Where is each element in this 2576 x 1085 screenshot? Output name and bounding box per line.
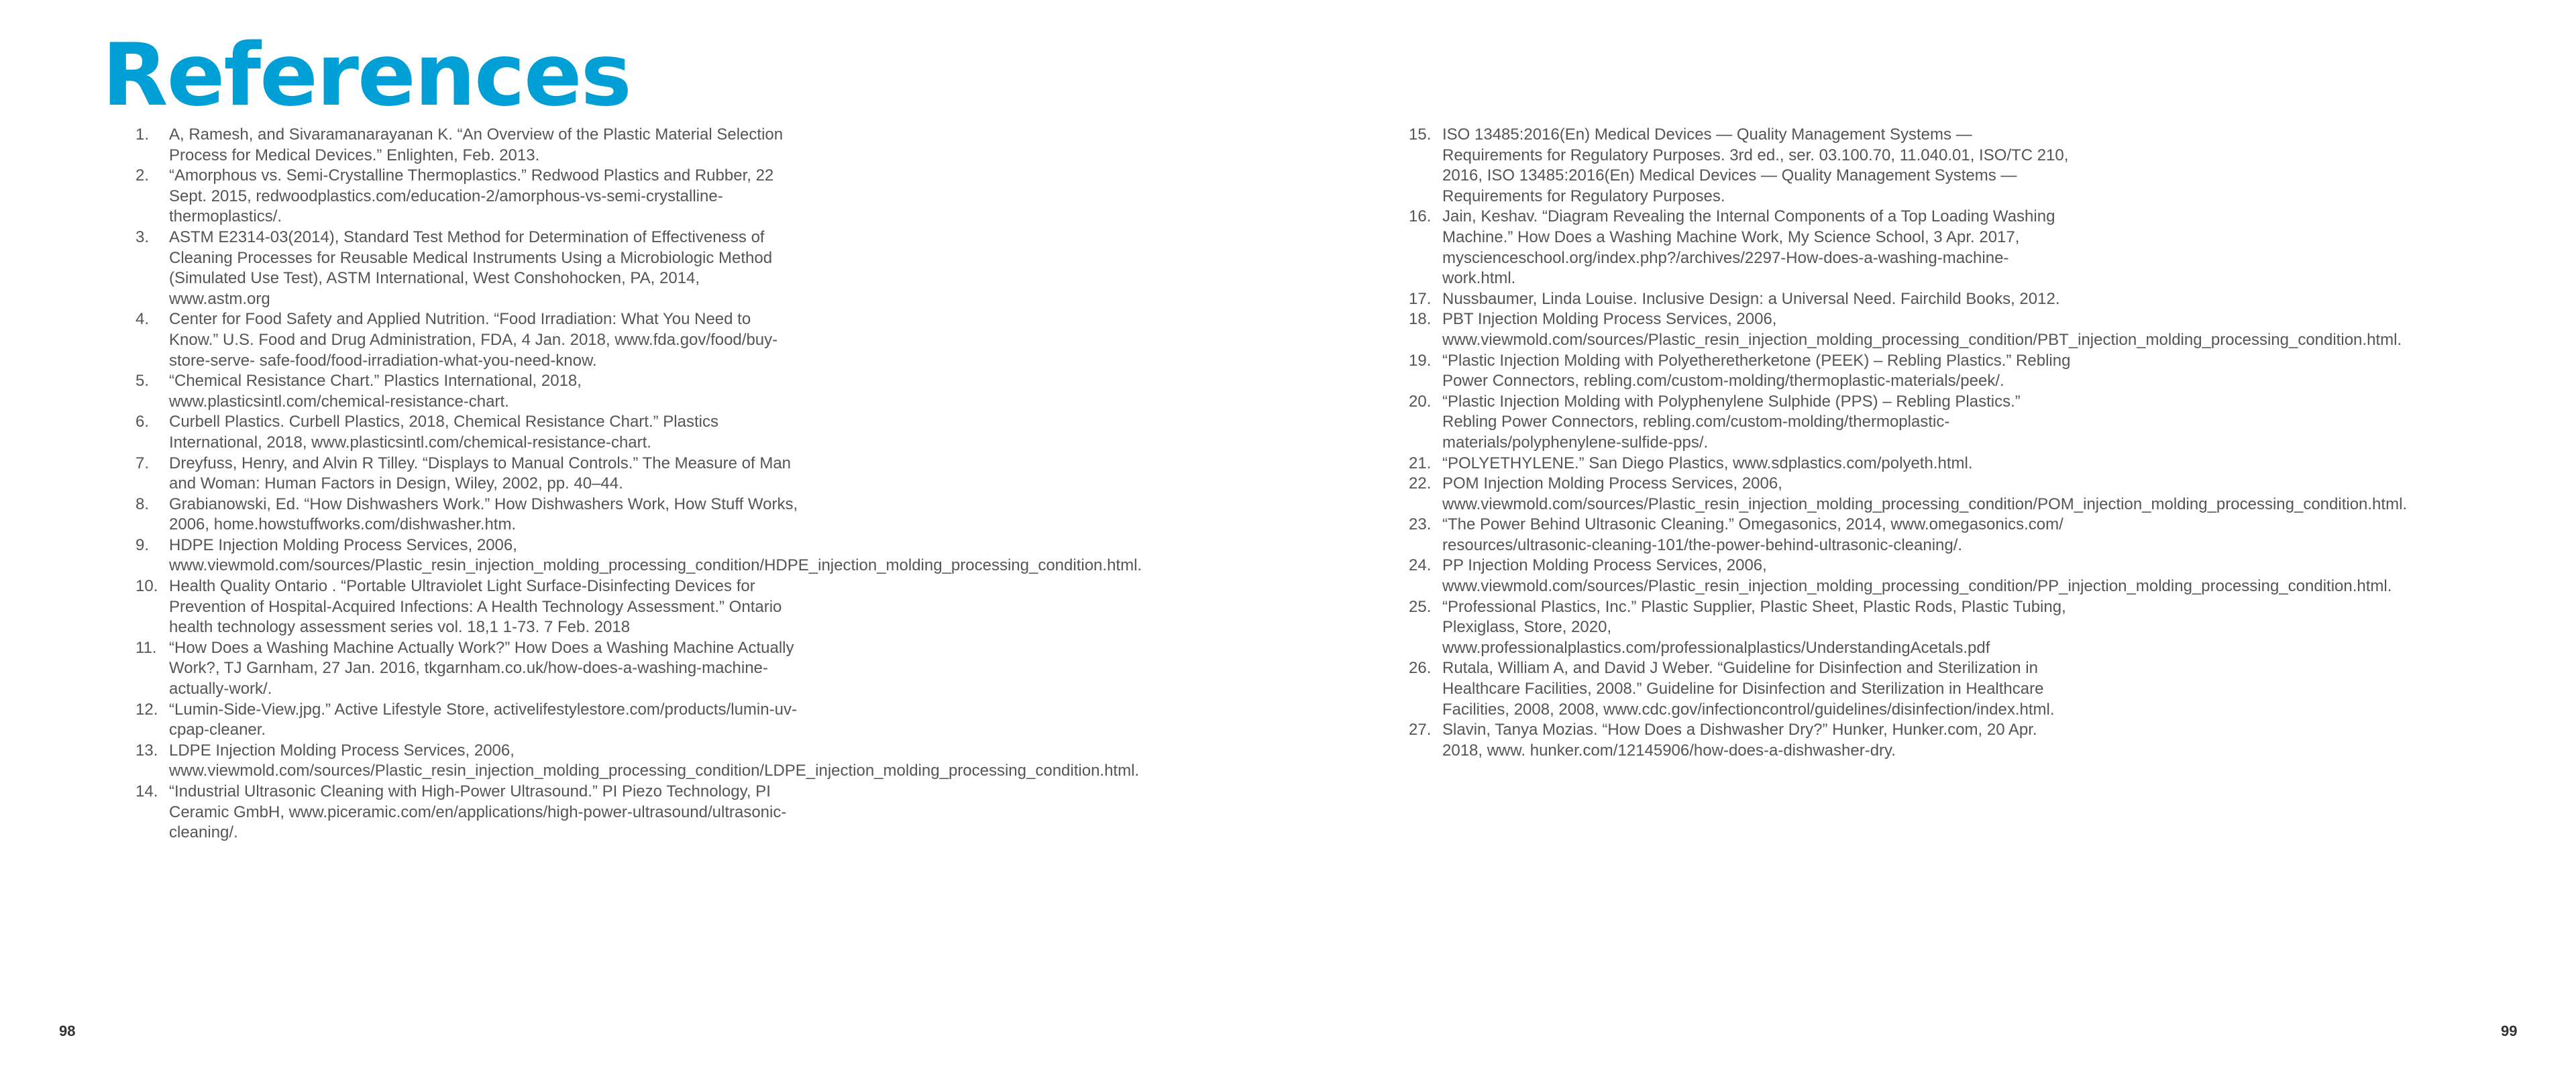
reference-number: 4. — [136, 310, 150, 329]
reference-number: 22. — [1409, 474, 1432, 493]
reference-item — [1375, 392, 2073, 454]
reference-text: Jain, Keshav. “Diagram Revealing the Internal Components of a Top Loading Washing Machine.” How Does a Washing Machine Work, My Science School, 3 Apr. 2017, myscienceschool.org/index.php?/archives/2297-How-does-a-washing-machine-work.html. — [1442, 207, 2055, 288]
reference-item — [1375, 454, 2073, 474]
reference-text: A, Ramesh, and Sivaramanarayanan K. “An Overview of the Plastic Material Selection Process for Medical Devices.” Enlighten, Feb. 2013. — [169, 125, 784, 164]
page-number-right: 99 — [2501, 1023, 2518, 1039]
reference-item — [102, 227, 800, 309]
reference-number: 8. — [136, 495, 150, 513]
reference-number: 26. — [1409, 659, 1432, 678]
reference-item — [102, 535, 1142, 576]
reference-number: 23. — [1409, 515, 1432, 534]
reference-number: 7. — [136, 454, 150, 472]
reference-item — [102, 125, 800, 166]
reference-text: Rutala, William A, and David J Weber. “Guideline for Disinfection and Sterilization in Healthcare Facilities, 2008.” Guideline for Disinfection and Sterilization in Healthcare Facilities, 2008, 2008, www.cdc.gov/infectioncontrol/guidelines/disinfection/index.html. — [1442, 659, 2055, 719]
reference-item — [102, 576, 800, 638]
reference-text: ISO 13485:2016(En) Medical Devices — Quality Management Systems — Requirements for Regulatory Purposes. 3rd ed., ser. 03.100.70, 11.040.01, ISO/TC 210, 2016, ISO 13485:2016(En) Medical Devices — Quality Management Systems — Requirements for Regulatory Purposes. — [1442, 125, 2069, 205]
reference-text: “The Power Behind Ultrasonic Cleaning.” Omegasonics, 2014, www.omegasonics.com/ resources/ultrasonic-cleaning-101/the-power-behind-ultrasonic-cleaning/. — [1442, 515, 2063, 554]
reference-item — [102, 782, 800, 843]
reference-number: 19. — [1409, 351, 1432, 370]
reference-text: Dreyfuss, Henry, and Alvin R Tilley. “Displays to Manual Controls.” The Measure of Man and Woman: Human Factors in Design, Wiley, 2002, pp. 40–44. — [169, 454, 792, 493]
reference-number: 20. — [1409, 392, 1432, 411]
reference-number: 5. — [136, 372, 150, 391]
reference-number: 21. — [1409, 454, 1432, 472]
reference-item — [102, 309, 800, 371]
reference-number: 18. — [1409, 310, 1432, 329]
reference-text: PP Injection Molding Process Services, 2006, www.viewmold.com/sources/Plastic_resin_injection_molding_processing_condition/PP_injection_molding_processing_condition.html. — [1442, 556, 2392, 596]
reference-text: “Plastic Injection Molding with Polyetheretherketone (PEEK) – Rebling Plastics.” Rebling Power Connectors, rebling.com/custom-molding/thermoplastic-materials/peek/. — [1442, 351, 2071, 391]
page-title: References — [102, 25, 631, 125]
reference-text: Nussbaumer, Linda Louise. Inclusive Design: a Universal Need. Fairchild Books, 2012. — [1442, 289, 2060, 308]
reference-list-left — [102, 125, 1142, 843]
reference-item — [102, 700, 800, 741]
reference-text: Health Quality Ontario . “Portable Ultraviolet Light Surface-Disinfecting Devices for Prevention of Hospital-Acquired Infections: A Health Technology Assessment.” Ontario health technology assessment series vol. 18,1 1-73. 7 Feb. 2018 — [169, 577, 782, 637]
reference-number: 10. — [136, 577, 158, 596]
reference-number: 9. — [136, 535, 150, 554]
reference-text: “Plastic Injection Molding with Polyphenylene Sulphide (PPS) – Rebling Plastics.” Rebling Power Connectors, rebling.com/custom-molding/thermoplastic-materials/polyphenylene-sulfide-pps/. — [1442, 392, 2021, 452]
reference-text: “Industrial Ultrasonic Cleaning with High-Power Ultrasound.” PI Piezo Technology, PI Ceramic GmbH, www.piceramic.com/en/applications/high-power-ultrasound/ultrasonic-cleaning/. — [169, 782, 787, 842]
reference-text: Center for Food Safety and Applied Nutrition. “Food Irradiation: What You Need to Know.” U.S. Food and Drug Administration, FDA, 4 Jan. 2018, www.fda.gov/food/buy-store-serve- safe-food/food-irradiation-what-you-need-know. — [169, 310, 778, 370]
reference-item — [102, 371, 800, 412]
reference-number: 25. — [1409, 597, 1432, 616]
reference-item — [1375, 556, 2392, 597]
reference-text: “Chemical Resistance Chart.” Plastics International, 2018, www.plasticsintl.com/chemical-resistance-chart. — [169, 372, 582, 411]
reference-item — [1375, 309, 2402, 350]
reference-number: 6. — [136, 413, 150, 431]
reference-text: “POLYETHYLENE.” San Diego Plastics, www.sdplastics.com/polyeth.html. — [1442, 454, 1973, 472]
reference-number: 13. — [136, 741, 158, 760]
page-number-left: 98 — [59, 1023, 76, 1039]
reference-number: 16. — [1409, 207, 1432, 226]
reference-item — [1375, 125, 2073, 207]
reference-text: HDPE Injection Molding Process Services, 2006, www.viewmold.com/sources/Plastic_resin_injection_molding_processing_condition/HDPE_injection_molding_processing_condition.html. — [169, 535, 1142, 575]
reference-number: 24. — [1409, 556, 1432, 575]
reference-number: 12. — [136, 700, 158, 719]
reference-text: Curbell Plastics. Curbell Plastics, 2018, Chemical Resistance Chart.” Plastics International, 2018, www.plasticsintl.com/chemical-resistance-chart. — [169, 413, 718, 452]
reference-item — [102, 638, 800, 700]
reference-text: “Lumin-Side-View.jpg.” Active Lifestyle Store, activelifestylestore.com/products/lumin-uv- cpap-cleaner. — [169, 700, 797, 739]
reference-text: POM Injection Molding Process Services, 2006, www.viewmold.com/sources/Plastic_resin_injection_molding_processing_condition/POM_injection_molding_processing_condition.html. — [1442, 474, 2408, 513]
reference-text: ASTM E2314-03(2014), Standard Test Method for Determination of Effectiveness of Cleaning Processes for Reusable Medical Instruments Using a Microbiologic Method (Simulated Use Test), ASTM International, West Conshohocken, PA, 2014, www.astm.org — [169, 227, 773, 308]
reference-text: “Professional Plastics, Inc.” Plastic Supplier, Plastic Sheet, Plastic Rods, Plastic Tubing, Plexiglass, Store, 2020, www.professionalplastics.com/professionalplastics/UnderstandingAcetals.pdf — [1442, 597, 2066, 657]
reference-item — [102, 454, 800, 495]
reference-item — [102, 166, 800, 227]
reference-text: Grabianowski, Ed. “How Dishwashers Work.” How Dishwashers Work, How Stuff Works, 2006, home.howstuffworks.com/dishwasher.htm. — [169, 495, 798, 534]
reference-item — [1375, 658, 2073, 720]
reference-number: 14. — [136, 782, 158, 800]
reference-item — [1375, 720, 2073, 761]
reference-text: LDPE Injection Molding Process Services, 2006, www.viewmold.com/sources/Plastic_resin_injection_molding_processing_condition/LDPE_injection_molding_processing_condition.html. — [169, 741, 1140, 780]
reference-text: “Amorphous vs. Semi-Crystalline Thermoplastics.” Redwood Plastics and Rubber, 22 Sept. 2015, redwoodplastics.com/education-2/amorphous-vs-semi-crystalline-thermoplastics/. — [169, 166, 774, 226]
reference-list-right — [1375, 125, 2408, 761]
reference-item — [1375, 515, 2073, 556]
reference-number: 27. — [1409, 721, 1432, 739]
reference-item — [102, 412, 800, 453]
reference-number: 1. — [136, 125, 150, 144]
reference-item — [1375, 474, 2408, 515]
reference-item — [1375, 351, 2073, 392]
reference-item — [102, 741, 1140, 782]
reference-number: 2. — [136, 166, 150, 185]
reference-number: 15. — [1409, 125, 1432, 144]
reference-number: 17. — [1409, 289, 1432, 308]
reference-text: “How Does a Washing Machine Actually Work?” How Does a Washing Machine Actually Work?, TJ Garnham, 27 Jan. 2016, tkgarnham.co.uk/how-does-a-washing-machine-actually-work/. — [169, 638, 794, 699]
reference-number: 3. — [136, 227, 150, 246]
reference-item — [102, 495, 800, 535]
reference-text: Slavin, Tanya Mozias. “How Does a Dishwasher Dry?” Hunker, Hunker.com, 20 Apr. 2018, www. hunker.com/12145906/how-does-a-dishwasher-dry. — [1442, 721, 2037, 760]
reference-text: PBT Injection Molding Process Services, 2006, www.viewmold.com/sources/Plastic_resin_injection_molding_processing_condition/PBT_injection_molding_processing_condition.html. — [1442, 310, 2402, 349]
reference-item — [1375, 597, 2073, 659]
reference-item — [1375, 289, 2073, 310]
reference-item — [1375, 207, 2073, 289]
reference-number: 11. — [136, 638, 157, 657]
